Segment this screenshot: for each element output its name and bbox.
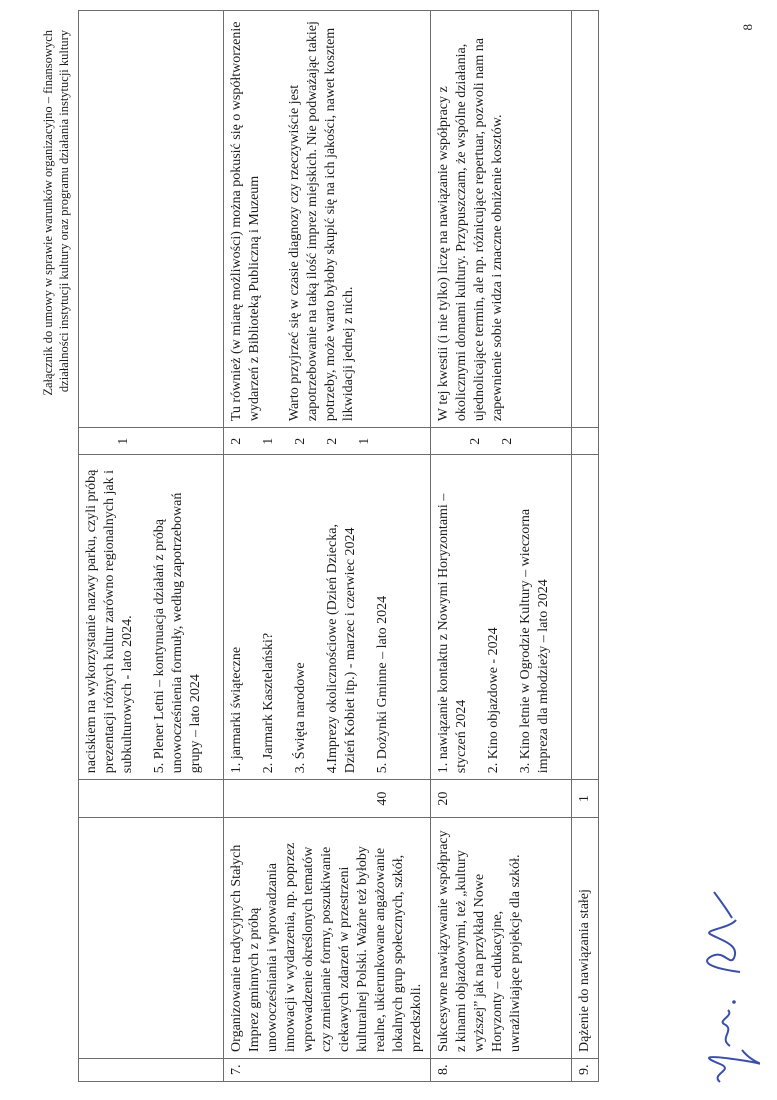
goal-cell — [79, 817, 224, 1058]
header-line-2: działalności instytucji kultury oraz programu działania instytucji kultury — [57, 30, 71, 393]
header-line-1: Załącznik do umowy w sprawie warunków organizacyjno – finansowych — [41, 30, 55, 396]
program-table — [78, 10, 599, 1082]
count-cell: 20 — [431, 780, 572, 818]
row-number — [79, 1058, 224, 1081]
activities-cell — [79, 455, 224, 780]
row-number: 8. — [431, 1058, 572, 1081]
priority-value: 2 — [325, 437, 340, 445]
priority-value: 2 — [468, 437, 483, 445]
priority-value: 2 — [500, 437, 515, 445]
count-cell: 40 — [224, 780, 431, 818]
priority-value: 2 — [293, 437, 308, 445]
activity-text: 5. Dożynki Gminne – lato 2024 — [375, 595, 390, 774]
table-row — [79, 11, 224, 1082]
handwritten-signature — [690, 880, 760, 1090]
page-header — [40, 30, 72, 396]
goal-cell: Organizowanie tradycyjnych Stałych Imprez gminnych z próbą unowocześniania i wprowadzania innowacji w wydarzenia, np. poprzez wprowadzenie określonych tematów czy zmienianie formy, poszukiwanie ciekawych zdarzeń w przestrzeni kulturalnej Polski. Ważne też byłoby realne, ukierunkowane angażowanie lokalnych grup społecznych, szkół, przedszkoli. — [224, 817, 431, 1058]
activity-item — [83, 461, 137, 773]
priority-cell — [79, 428, 224, 455]
priority-value: 1 — [116, 437, 131, 445]
activity-text: 2. Jarmark Kasztelański? — [261, 632, 276, 774]
activity-text: 3. Święta narodowe — [293, 662, 308, 774]
activity-item — [151, 461, 205, 773]
activity-item — [374, 461, 392, 773]
activity-item — [228, 461, 246, 773]
remarks-cell — [79, 11, 224, 428]
activity-text: naciskiem na wykorzystanie nazwy parku, czyli próbą prezentacji różnych kultur zarówno regionalnych jak i subkulturowych - lato 2024. — [84, 469, 135, 774]
activity-text: 5. Plener Letni – kontynuacja działań z próbą unowocześnienia formuły, według zapotrzebowań grupy – lato 2024 — [152, 492, 203, 774]
activity-item — [260, 461, 278, 773]
activity-text: 4.Imprezy okolicznościowe (Dzień Dziecka, Dzień Kobiet itp.) - marzec i czerwiec 2024 — [325, 524, 358, 774]
activity-item — [485, 461, 503, 773]
table-row — [431, 11, 572, 1082]
activities-cell — [431, 455, 572, 780]
row-number: 7. — [224, 1058, 431, 1081]
remarks-cell — [431, 11, 572, 428]
remark-paragraph: W tej kwestii (i nie tylko) liczę na nawiązanie współpracy z okolicznymi domami kultury. Przypuszczam, że wspólne działania, ujednolicające termin, ale np. różnicujące repertuar, pozwoli nam na zapewnienie sobie widza i znaczne obniżenie kosztów. — [436, 38, 505, 422]
priority-value: 1 — [357, 437, 372, 445]
priority-cell — [431, 428, 572, 455]
priority-cell — [572, 428, 599, 455]
priority-value — [435, 434, 453, 448]
activity-item — [517, 461, 553, 773]
priority-value: 2 — [229, 437, 244, 445]
remarks-cell — [572, 11, 599, 428]
priority-value — [83, 434, 101, 448]
activity-item — [324, 461, 360, 773]
table-row — [572, 11, 599, 1082]
remark-paragraph: Tu również (w miarę możliwości) można pokusić się o współtworzenie wydarzeń z Biblioteką Publiczną i Muzeum — [229, 21, 262, 422]
activity-text: 1. nawiązanie kontaktu z Nowymi Horyzontami – styczeń 2024 — [436, 493, 469, 774]
activity-item — [435, 461, 471, 773]
activities-cell — [224, 455, 431, 780]
remarks-cell — [224, 11, 431, 428]
activities-cell — [572, 455, 599, 780]
count-cell: 1 — [572, 780, 599, 818]
count-cell — [79, 780, 224, 818]
goal-cell: Sukcesywne nawiązywanie współpracy z kinami objazdowymi, też „kultury wyższej” jak na przykład Nowe Horyzonty – edukacyjne, uwrażliwiające projekcje dla szkół. — [431, 817, 572, 1058]
activity-text: 1. jarmarki świąteczne — [229, 646, 244, 774]
row-number: 9. — [572, 1058, 599, 1081]
activity-text: 2. Kino objazdowe - 2024 — [486, 627, 501, 774]
goal-cell: Dążenie do nawiązania stałej — [572, 817, 599, 1058]
remark-paragraph: Warto przyjrzeć się w czasie diagnozy czy rzeczywiście jest zapotrzebowanie na taką ilość imprez miejskich. Nie podważając takiej potrzeby, może warto byłoby skupić się na ich jakości, nawet kosztem likwidacji jednej z nich. — [287, 21, 356, 422]
activity-text: 3. Kino letnie w Ogrodzie Kultury – wieczorna impreza dla młodzieży – lato 2024 — [518, 508, 551, 774]
table-row — [224, 11, 431, 1082]
page-number: 8 — [740, 24, 755, 31]
priority-value: 1 — [261, 437, 276, 445]
priority-cell — [224, 428, 431, 455]
activity-item — [292, 461, 310, 773]
